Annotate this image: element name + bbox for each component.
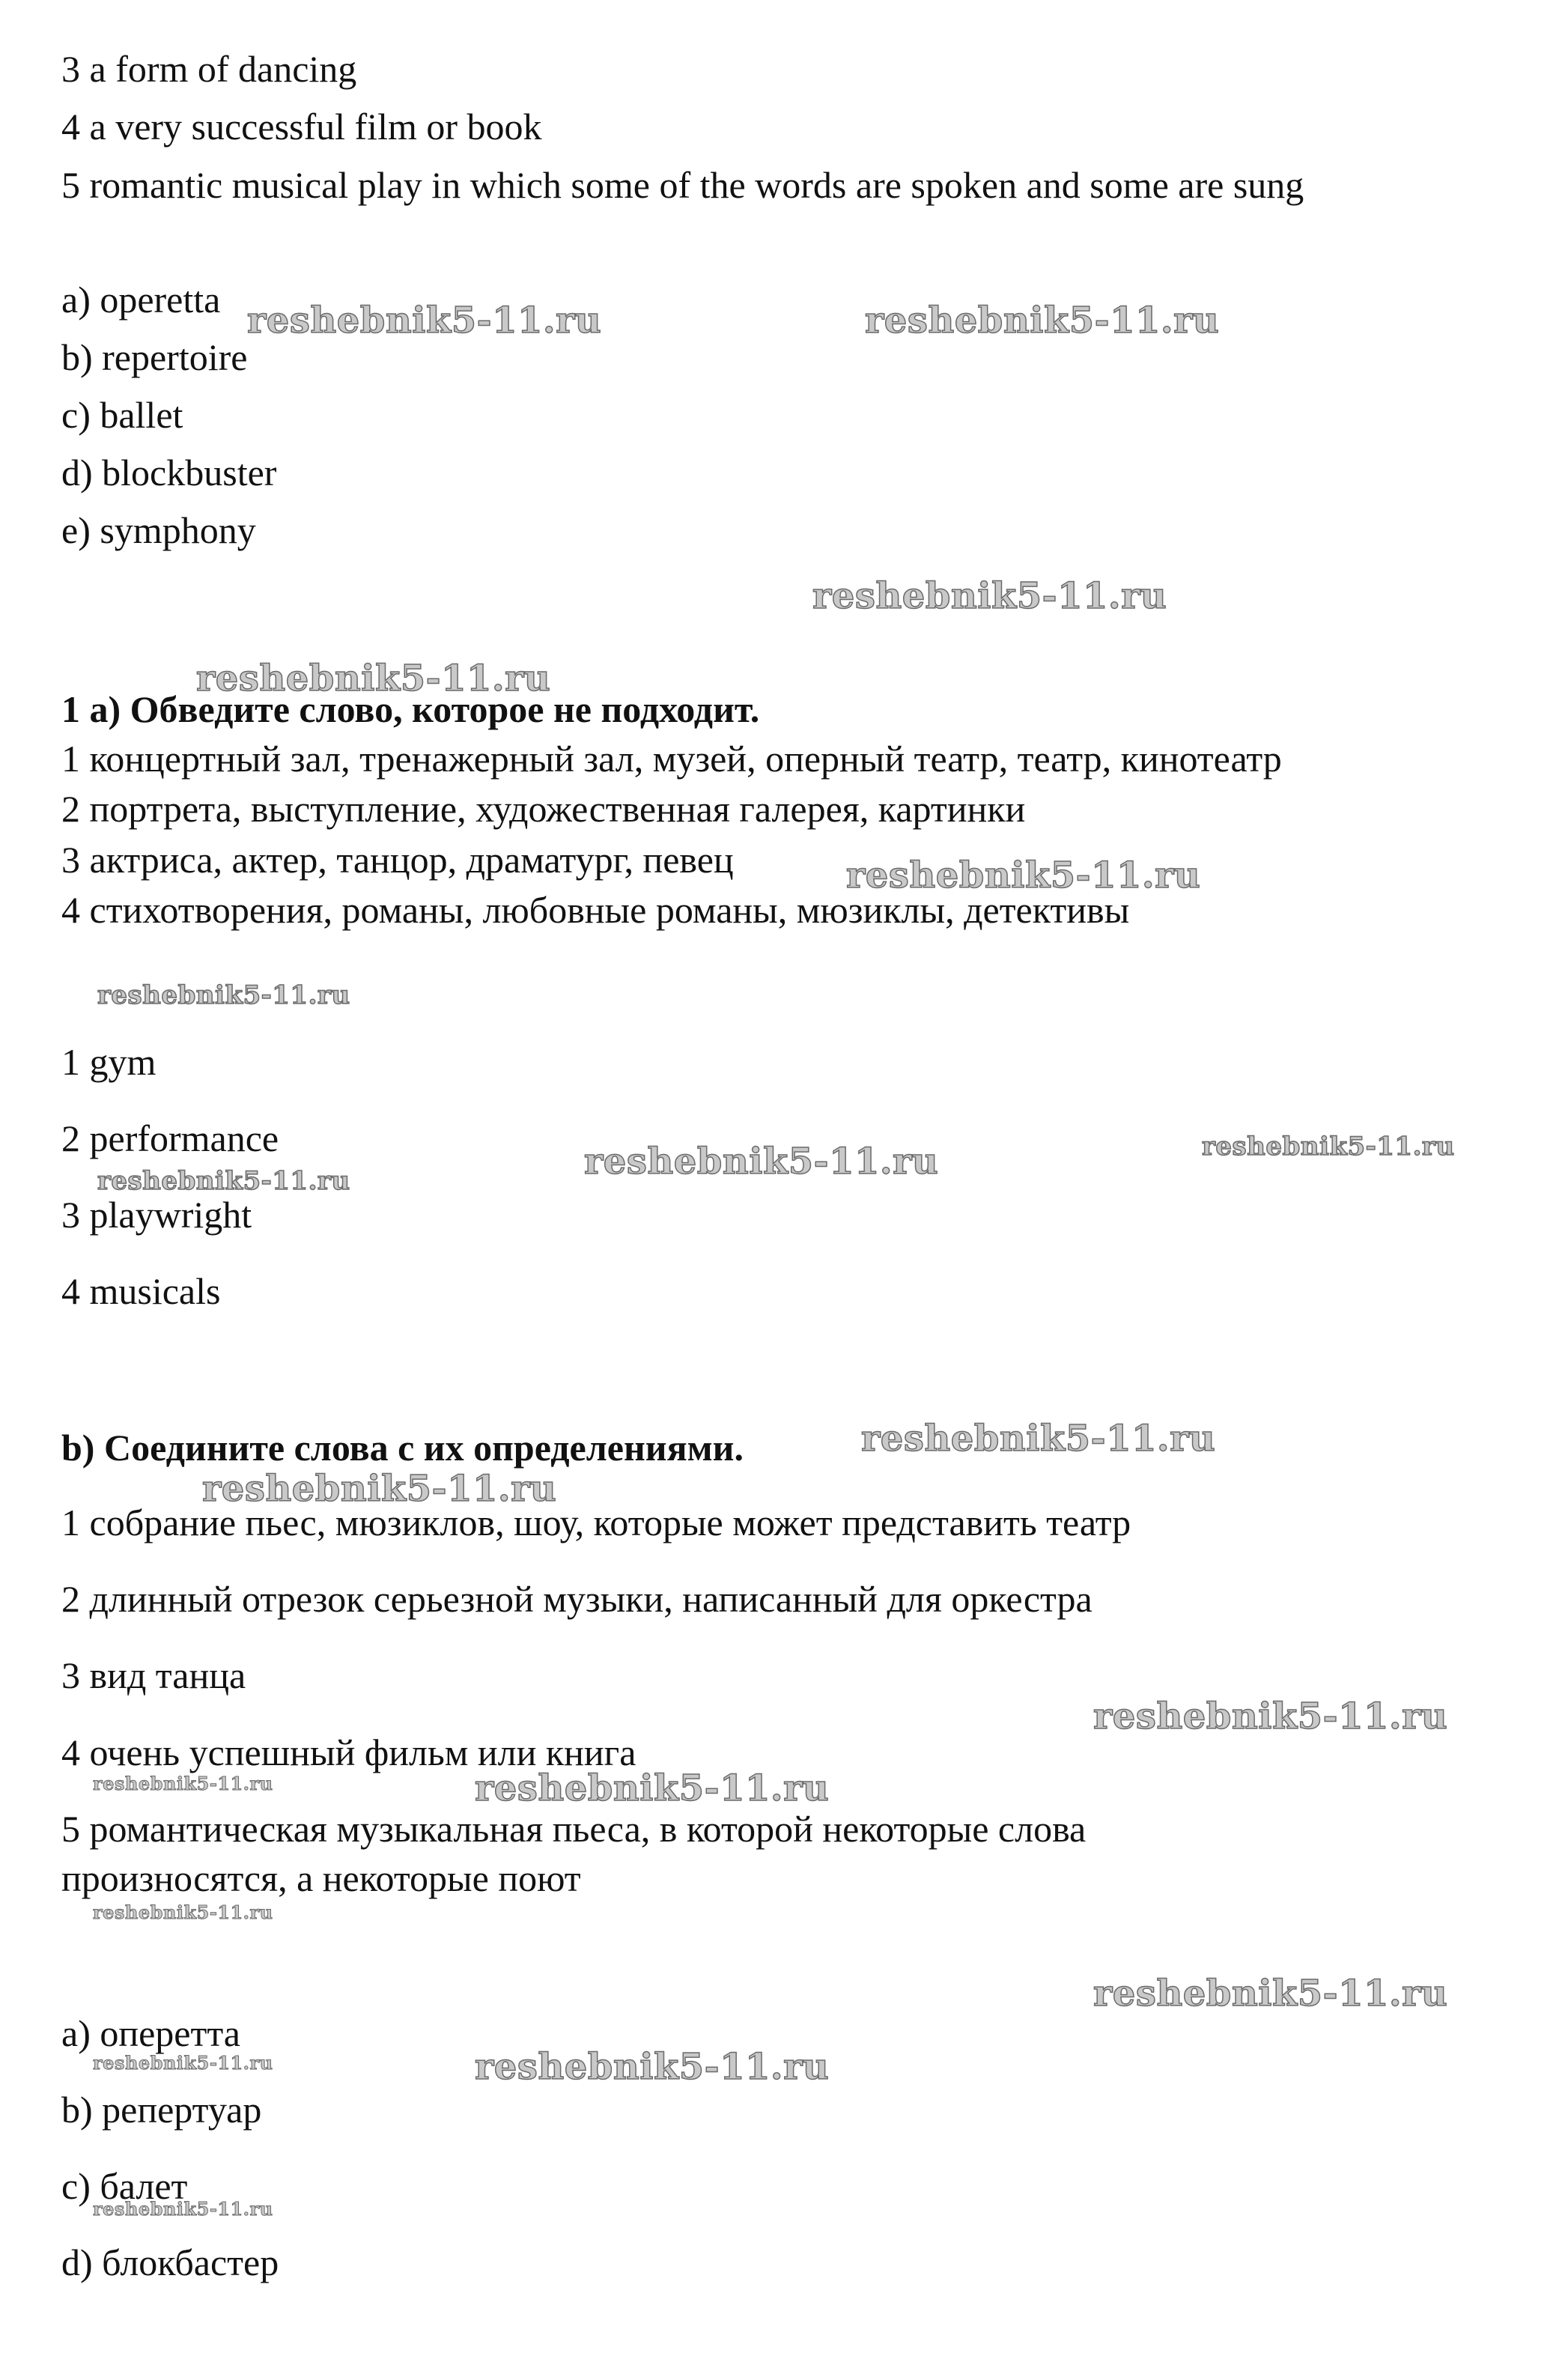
answer-1: 1 gym [61, 1041, 157, 1083]
watermark: reshebnik5-11.ru [93, 2052, 273, 2074]
definition-4: 4 a very successful film or book [61, 106, 542, 148]
watermark: reshebnik5-11.ru [812, 575, 1167, 617]
exercise-b-definition-5: 5 романтическая музыкальная пьеса, в которой некоторые слова [61, 1808, 1087, 1850]
exercise-a-item-4: 4 стихотворения, романы, любовные романы, мюзиклы, детективы [61, 889, 1130, 931]
exercise-b-definition-5-continued: произносятся, а некоторые поют [61, 1857, 581, 1899]
option-c: c) ballet [61, 394, 183, 436]
watermark: reshebnik5-11.ru [475, 1767, 830, 1809]
watermark: reshebnik5-11.ru [97, 1166, 350, 1196]
watermark: reshebnik5-11.ru [865, 300, 1220, 341]
exercise-b-definition-1: 1 собрание пьес, мюзиклов, шоу, которые может представить театр [61, 1502, 1131, 1543]
watermark: reshebnik5-11.ru [247, 300, 602, 341]
exercise-b-option-c: c) балет [61, 2165, 188, 2207]
watermark: reshebnik5-11.ru [93, 2198, 273, 2220]
option-e: e) symphony [61, 509, 256, 551]
option-d: d) blockbuster [61, 452, 277, 494]
answer-4: 4 musicals [61, 1270, 221, 1312]
exercise-b-option-a: a) оперетта [61, 2012, 240, 2054]
watermark: reshebnik5-11.ru [584, 1141, 939, 1182]
exercise-a-heading: 1 a) Обведите слово, которое не подходит. [61, 688, 760, 730]
exercise-b-definition-3: 3 вид танца [61, 1654, 246, 1696]
watermark: reshebnik5-11.ru [1093, 1973, 1448, 2015]
definition-3: 3 a form of dancing [61, 48, 357, 90]
answer-2: 2 performance [61, 1117, 279, 1159]
exercise-b-definition-2: 2 длинный отрезок серьезной музыки, написанный для оркестра [61, 1578, 1093, 1620]
exercise-b-option-d: d) блокбастер [61, 2241, 279, 2283]
exercise-a-item-3: 3 актриса, актер, танцор, драматург, певец [61, 839, 734, 881]
definition-5: 5 romantic musical play in which some of the words are spoken and some are sung [61, 164, 1304, 206]
watermark: reshebnik5-11.ru [93, 1773, 273, 1794]
exercise-a-item-2: 2 портрета, выступление, художественная галерея, картинки [61, 788, 1026, 830]
exercise-b-definition-4: 4 очень успешный фильм или книга [61, 1731, 636, 1773]
watermark: reshebnik5-11.ru [861, 1418, 1216, 1460]
watermark: reshebnik5-11.ru [196, 658, 551, 699]
option-b: b) repertoire [61, 336, 248, 378]
watermark: reshebnik5-11.ru [93, 1901, 273, 1923]
watermark: reshebnik5-11.ru [475, 2046, 830, 2088]
answer-3: 3 playwright [61, 1194, 252, 1236]
watermark: reshebnik5-11.ru [97, 980, 350, 1010]
watermark: reshebnik5-11.ru [202, 1468, 557, 1510]
watermark: reshebnik5-11.ru [1093, 1695, 1448, 1737]
option-a: a) operetta [61, 279, 221, 321]
exercise-a-item-1: 1 концертный зал, тренажерный зал, музей, оперный театр, театр, кинотеатр [61, 738, 1282, 780]
watermark: reshebnik5-11.ru [1202, 1132, 1455, 1162]
exercise-b-option-b: b) репертуар [61, 2089, 262, 2131]
exercise-b-heading: b) Соедините слова с их определениями. [61, 1427, 744, 1469]
watermark: reshebnik5-11.ru [846, 854, 1201, 896]
